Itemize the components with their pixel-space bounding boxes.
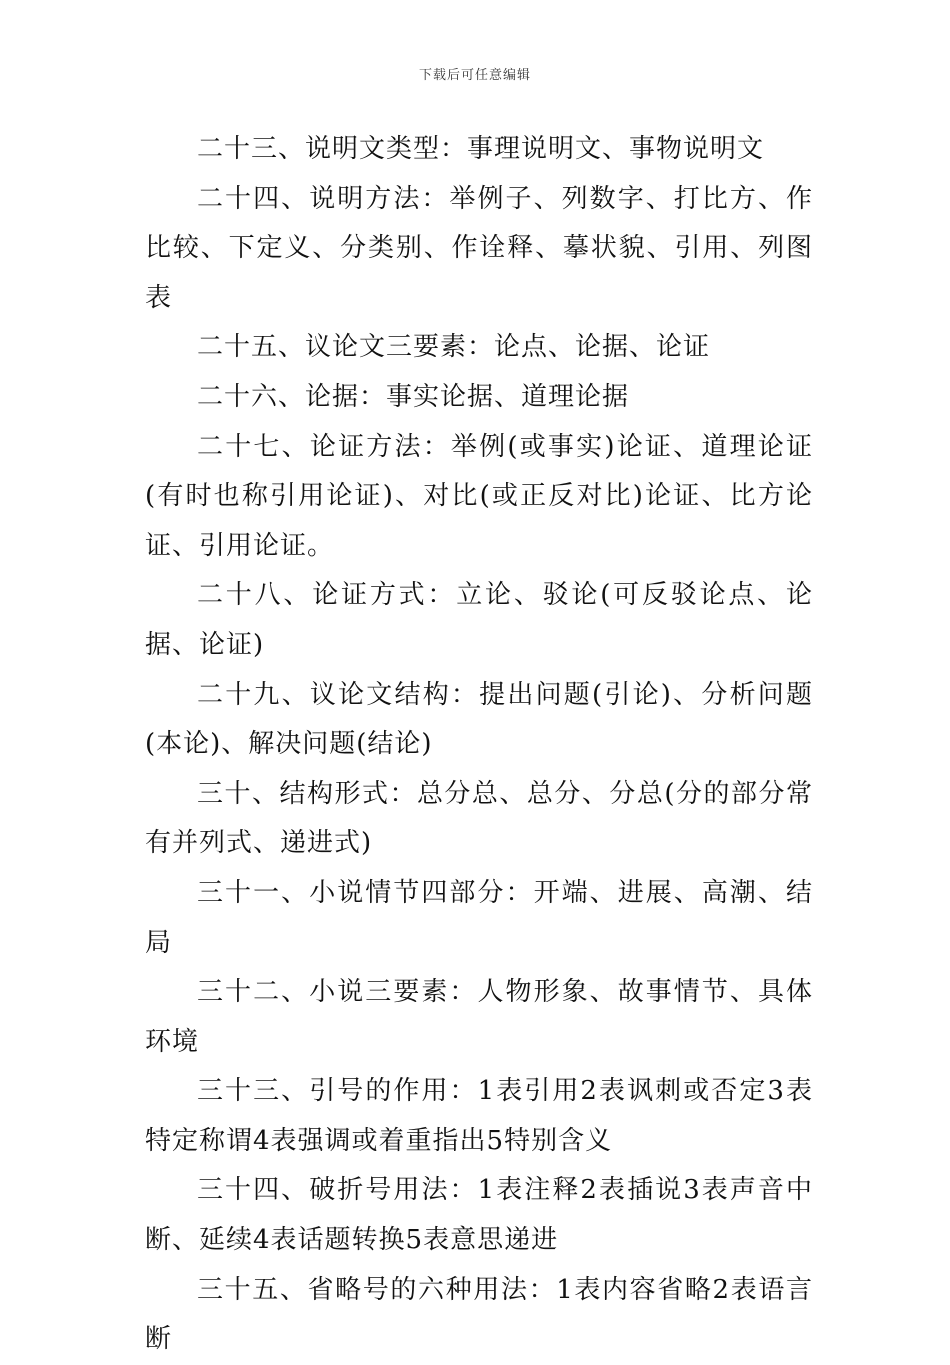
paragraph-28: 二十八、论证方式：立论、驳论(可反驳论点、论据、论证) bbox=[145, 580, 813, 660]
paragraph-31: 三十一、小说情节四部分：开端、进展、高潮、结局 bbox=[145, 877, 813, 958]
paragraph-33: 三十三、引号的作用：1表引用2表讽刺或否定3表特定称谓4表强调或着重指出5特别含义 bbox=[145, 1076, 813, 1156]
paragraph-29: 二十九、议论文结构：提出问题(引论)、分析问题(本论)、解决问题(结论) bbox=[145, 679, 813, 760]
paragraph-24: 二十四、说明方法：举例子、列数字、打比方、作比较、下定义、分类别、作诠释、摹状貌、引用、列图表 bbox=[145, 183, 813, 313]
paragraph-35: 三十五、省略号的六种用法：1表内容省略2表语言断 bbox=[145, 1274, 813, 1355]
paragraph-26: 二十六、论据：事实论据、道理论据 bbox=[197, 381, 630, 412]
paragraph-34: 三十四、破折号用法：1表注释2表插说3表声音中断、延续4表话题转换5表意思递进 bbox=[145, 1175, 813, 1256]
paragraph-32: 三十二、小说三要素：人物形象、故事情节、具体环境 bbox=[145, 977, 813, 1057]
paragraph-23: 二十三、说明文类型：事理说明文、事物说明文 bbox=[197, 134, 765, 164]
paragraph-27: 二十七、论证方法：举例(或事实)论证、道理论证(有时也称引用论证)、对比(或正反对比)论证、比方论证、引用论证。 bbox=[145, 431, 813, 561]
document-body bbox=[145, 125, 813, 1365]
page-header: 下载后可任意编辑 bbox=[418, 68, 531, 83]
paragraph-25: 二十五、议论文三要素：论点、论据、论证 bbox=[197, 332, 711, 363]
paragraph-30: 三十、结构形式：总分总、总分、分总(分的部分常有并列式、递进式) bbox=[145, 778, 813, 859]
